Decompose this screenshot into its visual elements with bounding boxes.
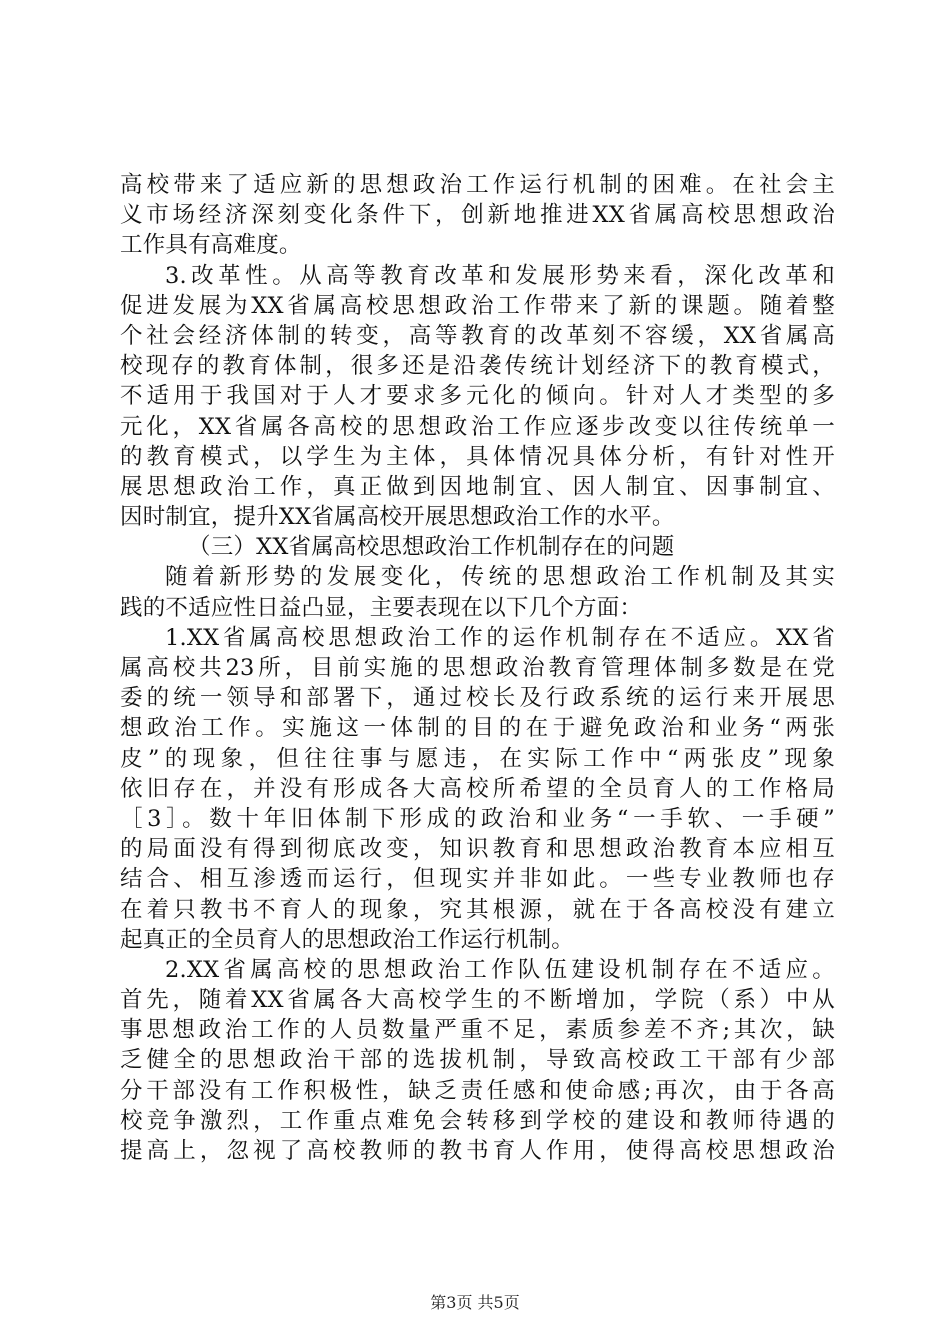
text-line: 促进发展为XX省属高校思想政治工作带来了新的课题。随着整 bbox=[120, 292, 835, 319]
text-line: 践的不适应性日益凸显，主要表现在以下几个方面： bbox=[120, 594, 643, 621]
text-line: 高校带来了适应新的思想政治工作运行机制的困难。在社会主 bbox=[120, 172, 835, 198]
page-number-label: 第3页 共5页 bbox=[430, 1293, 520, 1312]
text-line: 提高上，忽视了高校教师的教书育人作用，使得高校思想政治 bbox=[120, 1138, 835, 1164]
text-line: 校竞争激烈，工作重点难免会转移到学校的建设和教师待遇的 bbox=[120, 1107, 835, 1134]
text-line: 事思想政治工作的人员数量严重不足，素质参差不齐;其次，缺 bbox=[120, 1017, 835, 1044]
text-line: 随着新形势的发展变化，传统的思想政治工作机制及其实 bbox=[165, 564, 835, 591]
text-line: 委的统一领导和部署下，通过校长及行政系统的运行来开展思 bbox=[120, 685, 835, 712]
text-line: 工作具有高难度。 bbox=[120, 232, 302, 259]
text-line: ［3］。数十年旧体制下形成的政治和业务“一手软、一手硬” bbox=[120, 805, 835, 832]
text-line: 因时制宜，提升XX省属高校开展思想政治工作的水平。 bbox=[120, 504, 675, 531]
text-line: 在着只教书不育人的现象，究其根源，就在于各高校没有建立 bbox=[120, 896, 835, 923]
text-line: 2.XX省属高校的思想政治工作队伍建设机制存在不适应。 bbox=[165, 956, 835, 983]
text-line: 依旧存在，并没有形成各大高校所希望的全员育人的工作格局 bbox=[120, 775, 835, 802]
text-line: 的局面没有得到彻底改变，知识教育和思想政治教育本应相互 bbox=[120, 836, 835, 863]
document-body bbox=[120, 170, 835, 1166]
text-line: 义市场经济深刻变化条件下，创新地推进XX省属高校思想政治 bbox=[120, 202, 835, 229]
text-line: 乏健全的思想政治干部的选拔机制，导致高校政工干部有少部 bbox=[120, 1047, 835, 1074]
text-line: 展思想政治工作，真正做到因地制宜、因人制宜、因事制宜、 bbox=[120, 473, 835, 500]
text-line: 结合、相互渗透而运行，但现实并非如此。一些专业教师也存 bbox=[120, 866, 835, 893]
text-line: 个社会经济体制的转变，高等教育的改革刻不容缓，XX省属高 bbox=[120, 322, 835, 349]
text-line: 3.改革性。从高等教育改革和发展形势来看，深化改革和 bbox=[165, 262, 835, 289]
text-line: 想政治工作。实施这一体制的目的在于避免政治和业务“两张 bbox=[120, 715, 835, 742]
text-line: 起真正的全员育人的思想政治工作运行机制。 bbox=[120, 926, 575, 953]
text-line: 1.XX省属高校思想政治工作的运作机制存在不适应。XX省 bbox=[165, 624, 835, 651]
page-footer bbox=[0, 1293, 950, 1313]
text-line: 首先，随着XX省属各大高校学生的不断增加，学院（系）中从 bbox=[120, 987, 835, 1014]
text-line: 的教育模式，以学生为主体，具体情况具体分析，有针对性开 bbox=[120, 443, 835, 470]
text-line: 属高校共23所，目前实施的思想政治教育管理体制多数是在党 bbox=[120, 655, 835, 681]
text-line: 校现存的教育体制，很多还是沿袭传统计划经济下的教育模式， bbox=[120, 353, 835, 380]
text-line: 元化，XX省属各高校的思想政治工作应逐步改变以往传统单一 bbox=[120, 413, 835, 440]
text-line: 不适用于我国对于人才要求多元化的倾向。针对人才类型的多 bbox=[120, 383, 835, 410]
text-line: 分干部没有工作积极性，缺乏责任感和使命感;再次，由于各高 bbox=[120, 1077, 835, 1104]
text-line: （三）XX省属高校思想政治工作机制存在的问题 bbox=[188, 534, 675, 561]
text-line: 皮”的现象，但往往事与愿违，在实际工作中“两张皮”现象 bbox=[120, 745, 835, 772]
